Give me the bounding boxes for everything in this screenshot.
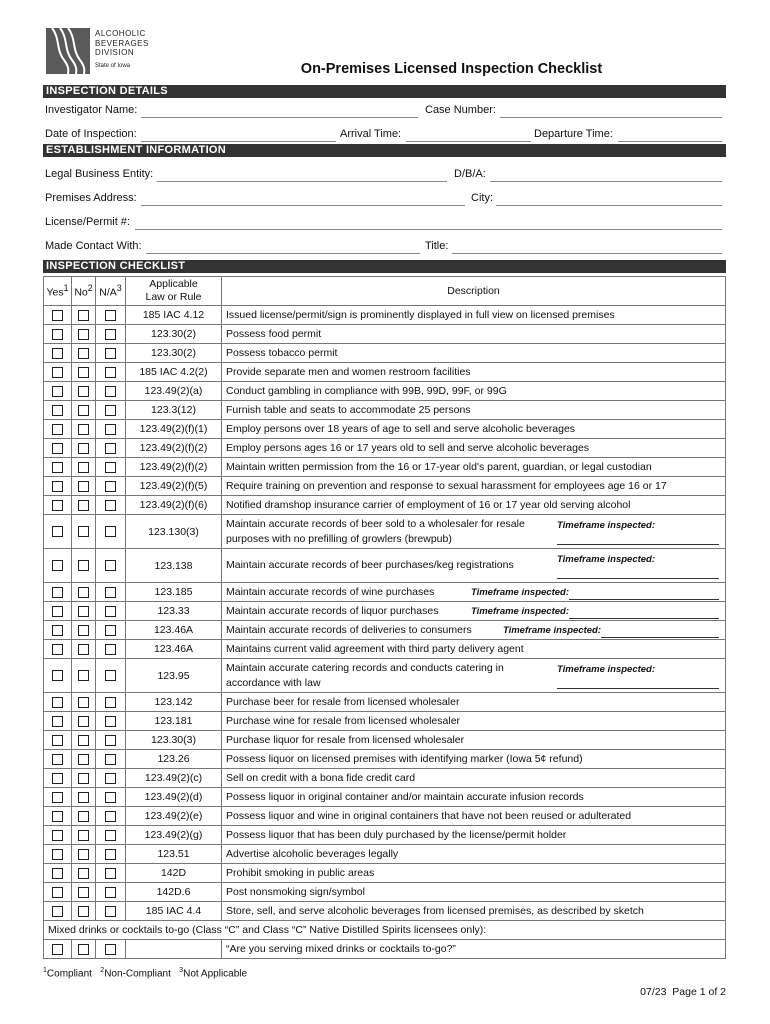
no-checkbox[interactable] [72, 477, 96, 496]
na-checkbox[interactable] [96, 864, 126, 883]
checklist-row [44, 420, 726, 439]
na-checkbox[interactable] [96, 883, 126, 902]
checklist-row [44, 845, 726, 864]
no-checkbox[interactable] [72, 731, 96, 750]
page-number: 07/23 Page 1 of 2 [640, 986, 726, 998]
law-cell: 123.49(2)(c) [126, 769, 222, 788]
na-checkbox[interactable] [96, 306, 126, 325]
checklist-row [44, 640, 726, 659]
na-checkbox[interactable] [96, 477, 126, 496]
logo-state: State of Iowa [95, 63, 131, 69]
yes-checkbox[interactable] [44, 344, 72, 363]
description-text: Maintain accurate records of beer purchases/keg registrations [226, 559, 514, 571]
mixed-drinks-heading: Mixed drinks or cocktails to-go (Class “C” and Class “C” Native Distilled Spirits licensees only): [44, 921, 726, 940]
description-text: Maintain accurate records of wine purchases [226, 585, 435, 598]
checklist-row [44, 401, 726, 420]
checklist-row [44, 549, 726, 583]
law-cell: 123.49(2)(d) [126, 788, 222, 807]
no-checkbox[interactable] [72, 583, 96, 602]
yes-checkbox[interactable] [44, 477, 72, 496]
arrival-label: Arrival Time: [340, 128, 402, 140]
section-inspection-details: INSPECTION DETAILS [43, 85, 726, 98]
license-label: License/Permit #: [45, 216, 130, 228]
description-cell: Prohibit smoking in public areas [222, 864, 726, 883]
no-checkbox[interactable] [72, 306, 96, 325]
description-cell: Possess liquor and wine in original containers that have not been reused or adulterated [222, 807, 726, 826]
law-cell: 123.46A [126, 640, 222, 659]
no-checkbox[interactable] [72, 458, 96, 477]
no-checkbox[interactable] [72, 845, 96, 864]
na-checkbox[interactable] [96, 325, 126, 344]
description-cell: Provide separate men and women restroom facilities [222, 363, 726, 382]
yes-checkbox[interactable] [44, 515, 72, 549]
checklist-row [44, 496, 726, 515]
title-field[interactable] [452, 253, 722, 254]
yes-checkbox[interactable] [44, 693, 72, 712]
checklist-row [44, 363, 726, 382]
description-cell [222, 659, 726, 693]
description-cell: Notified dramshop insurance carrier of employment of 16 or 17 year old serving alcohol [222, 496, 726, 515]
description-cell: Maintain written permission from the 16 or 17-year old's parent, guardian, or legal custodian [222, 458, 726, 477]
checklist-row [44, 731, 726, 750]
yes-checkbox[interactable] [44, 769, 72, 788]
description-cell [222, 621, 726, 640]
no-checkbox[interactable] [72, 496, 96, 515]
law-cell: 123.49(2)(f)(6) [126, 496, 222, 515]
law-cell: 123.49(2)(f)(2) [126, 439, 222, 458]
na-checkbox[interactable] [96, 750, 126, 769]
description-cell: Employ persons ages 16 or 17 years old to sell and serve alcoholic beverages [222, 439, 726, 458]
no-checkbox[interactable] [72, 769, 96, 788]
description-cell: Post nonsmoking sign/symbol [222, 883, 726, 902]
yes-checkbox[interactable] [44, 621, 72, 640]
na-checkbox[interactable] [96, 515, 126, 549]
description-cell: Maintains current valid agreement with third party delivery agent [222, 640, 726, 659]
na-checkbox[interactable] [96, 420, 126, 439]
yes-checkbox[interactable] [44, 602, 72, 621]
mixed-law-cell [126, 940, 222, 959]
law-cell: 123.49(2)(e) [126, 807, 222, 826]
checklist-row [44, 826, 726, 845]
no-checkbox[interactable] [72, 826, 96, 845]
yes-checkbox[interactable] [44, 883, 72, 902]
na-checkbox[interactable] [96, 583, 126, 602]
yes-checkbox[interactable] [44, 363, 72, 382]
checklist-row [44, 439, 726, 458]
premises-field[interactable] [141, 205, 465, 206]
na-checkbox[interactable] [96, 496, 126, 515]
timeframe-label: Timeframe inspected: [557, 553, 656, 565]
mixed-na-checkbox[interactable] [96, 940, 126, 959]
yes-checkbox[interactable] [44, 439, 72, 458]
na-checkbox[interactable] [96, 693, 126, 712]
description-cell: Possess tobacco permit [222, 344, 726, 363]
law-cell: 123.30(2) [126, 325, 222, 344]
timeframe-field[interactable] [503, 623, 719, 638]
page-title: On-Premises Licensed Inspection Checklist [300, 61, 603, 77]
description-cell [222, 549, 726, 583]
law-cell: 123.138 [126, 549, 222, 583]
yes-checkbox[interactable] [44, 659, 72, 693]
no-checkbox[interactable] [72, 807, 96, 826]
law-cell: 123.130(3) [126, 515, 222, 549]
timeframe-field[interactable] [471, 585, 719, 600]
na-checkbox[interactable] [96, 640, 126, 659]
checklist-row [44, 477, 726, 496]
description-cell: Purchase wine for resale from licensed wholesaler [222, 712, 726, 731]
no-header: No$^2$ [72, 277, 96, 306]
no-checkbox[interactable] [72, 788, 96, 807]
description-cell: Employ persons over 18 years of age to sell and serve alcoholic beverages [222, 420, 726, 439]
description-cell [222, 515, 726, 549]
contact-label: Made Contact With: [45, 240, 142, 252]
yes-checkbox[interactable] [44, 549, 72, 583]
date-label: Date of Inspection: [45, 128, 137, 140]
investigator-field[interactable] [141, 117, 418, 118]
section-establishment: ESTABLISHMENT INFORMATION [43, 144, 726, 157]
law-cell: 123.46A [126, 621, 222, 640]
no-checkbox[interactable] [72, 363, 96, 382]
na-checkbox[interactable] [96, 845, 126, 864]
law-cell: 123.26 [126, 750, 222, 769]
description-text: Maintain accurate records of deliveries to consumers [226, 623, 472, 636]
na-checkbox[interactable] [96, 401, 126, 420]
date-field[interactable] [141, 141, 336, 142]
law-header: Applicable Law or Rule [126, 277, 222, 306]
checklist-row [44, 382, 726, 401]
yes-checkbox[interactable] [44, 306, 72, 325]
yes-checkbox[interactable] [44, 826, 72, 845]
description-cell: Conduct gambling in compliance with 99B, 99D, 99F, or 99G [222, 382, 726, 401]
checklist-row [44, 750, 726, 769]
dba-label: D/B/A: [454, 168, 486, 180]
no-checkbox[interactable] [72, 621, 96, 640]
no-checkbox[interactable] [72, 640, 96, 659]
yes-header: Yes$^1$ [44, 277, 72, 306]
no-checkbox[interactable] [72, 549, 96, 583]
logo-text: ALCOHOLIC BEVERAGES DIVISION [95, 29, 149, 57]
law-cell: 123.49(2)(f)(2) [126, 458, 222, 477]
na-checkbox[interactable] [96, 788, 126, 807]
no-checkbox[interactable] [72, 883, 96, 902]
description-cell: Possess liquor in original container and/or maintain accurate infusion records [222, 788, 726, 807]
timeframe-label: Timeframe inspected: [470, 605, 569, 617]
yes-checkbox[interactable] [44, 807, 72, 826]
timeframe-label: Timeframe inspected: [557, 519, 656, 531]
law-cell: 123.51 [126, 845, 222, 864]
na-checkbox[interactable] [96, 712, 126, 731]
law-cell: 123.49(2)(g) [126, 826, 222, 845]
yes-checkbox[interactable] [44, 401, 72, 420]
city-field[interactable] [496, 205, 722, 206]
law-cell: 142D.6 [126, 883, 222, 902]
na-checkbox[interactable] [96, 549, 126, 583]
law-cell: 123.185 [126, 583, 222, 602]
description-cell: Purchase beer for resale from licensed wholesaler [222, 693, 726, 712]
description-text: Maintain accurate records of beer sold to a wholesaler for resale purposes with no prefilling of growlers (brewpub) [226, 517, 525, 545]
law-cell: 185 IAC 4.2(2) [126, 363, 222, 382]
description-cell: Sell on credit with a bona fide credit card [222, 769, 726, 788]
description-text: Maintain accurate catering records and conducts catering in accordance with law [226, 661, 504, 689]
na-checkbox[interactable] [96, 659, 126, 693]
city-label: City: [471, 192, 493, 204]
no-checkbox[interactable] [72, 602, 96, 621]
na-checkbox[interactable] [96, 382, 126, 401]
departure-field[interactable] [618, 141, 722, 142]
law-cell: 123.30(3) [126, 731, 222, 750]
yes-checkbox[interactable] [44, 750, 72, 769]
checklist-row [44, 712, 726, 731]
checklist-row [44, 515, 726, 549]
law-cell: 185 IAC 4.4 [126, 902, 222, 921]
na-checkbox[interactable] [96, 826, 126, 845]
timeframe-field[interactable] [471, 604, 719, 619]
checklist-row [44, 902, 726, 921]
description-cell: Store, sell, and serve alcoholic beverages from licensed premises, as described by sketch [222, 902, 726, 921]
no-checkbox[interactable] [72, 659, 96, 693]
description-cell [222, 583, 726, 602]
dba-field[interactable] [490, 181, 722, 182]
law-cell: 185 IAC 4.12 [126, 306, 222, 325]
inspection-checklist-table [43, 276, 726, 959]
footnotes: $^1$Compliant $^2$Non-Compliant $^3$Not Applicable [43, 967, 248, 980]
yes-checkbox[interactable] [44, 496, 72, 515]
no-checkbox[interactable] [72, 750, 96, 769]
law-cell: 123.49(2)(a) [126, 382, 222, 401]
checklist-row [44, 621, 726, 640]
checklist-row [44, 344, 726, 363]
title-label: Title: [425, 240, 449, 252]
no-checkbox[interactable] [72, 439, 96, 458]
yes-checkbox[interactable] [44, 420, 72, 439]
description-cell: Advertise alcoholic beverages legally [222, 845, 726, 864]
law-cell: 123.95 [126, 659, 222, 693]
checklist-row [44, 659, 726, 693]
no-checkbox[interactable] [72, 712, 96, 731]
yes-checkbox[interactable] [44, 325, 72, 344]
na-checkbox[interactable] [96, 807, 126, 826]
yes-checkbox[interactable] [44, 712, 72, 731]
law-cell: 123.181 [126, 712, 222, 731]
law-cell: 123.142 [126, 693, 222, 712]
description-cell: Possess liquor on licensed premises with identifying marker (Iowa 5¢ refund) [222, 750, 726, 769]
description-text: Maintain accurate records of liquor purchases [226, 604, 439, 617]
mixed-yes-checkbox[interactable] [44, 940, 72, 959]
description-cell: Require training on prevention and response to sexual harassment for employees age 16 or 17 [222, 477, 726, 496]
description-cell: Purchase liquor for resale from licensed wholesaler [222, 731, 726, 750]
description-cell [222, 602, 726, 621]
mixed-no-checkbox[interactable] [72, 940, 96, 959]
section-checklist: INSPECTION CHECKLIST [43, 260, 726, 273]
timeframe-label: Timeframe inspected: [502, 624, 601, 636]
yes-checkbox[interactable] [44, 788, 72, 807]
yes-checkbox[interactable] [44, 583, 72, 602]
checklist-row [44, 864, 726, 883]
no-checkbox[interactable] [72, 693, 96, 712]
law-cell: 142D [126, 864, 222, 883]
investigator-label: Investigator Name: [45, 104, 138, 116]
checklist-row [44, 602, 726, 621]
law-cell: 123.30(2) [126, 344, 222, 363]
na-checkbox[interactable] [96, 458, 126, 477]
yes-checkbox[interactable] [44, 902, 72, 921]
checklist-row [44, 769, 726, 788]
mixed-question: “Are you serving mixed drinks or cocktails to-go?” [222, 940, 726, 959]
no-checkbox[interactable] [72, 902, 96, 921]
timeframe-field[interactable] [557, 663, 725, 689]
no-checkbox[interactable] [72, 401, 96, 420]
legal-entity-field[interactable] [157, 181, 447, 182]
checklist-row [44, 807, 726, 826]
checklist-row [44, 306, 726, 325]
timeframe-label: Timeframe inspected: [470, 586, 569, 598]
yes-checkbox[interactable] [44, 864, 72, 883]
checklist-row [44, 458, 726, 477]
description-cell: Furnish table and seats to accommodate 25 persons [222, 401, 726, 420]
na-checkbox[interactable] [96, 363, 126, 382]
no-checkbox[interactable] [72, 325, 96, 344]
na-checkbox[interactable] [96, 769, 126, 788]
yes-checkbox[interactable] [44, 845, 72, 864]
checklist-row [44, 788, 726, 807]
law-cell: 123.3(12) [126, 401, 222, 420]
na-checkbox[interactable] [96, 731, 126, 750]
description-cell: Possess food permit [222, 325, 726, 344]
timeframe-label: Timeframe inspected: [557, 663, 656, 675]
yes-checkbox[interactable] [44, 731, 72, 750]
law-cell: 123.49(2)(f)(1) [126, 420, 222, 439]
na-checkbox[interactable] [96, 621, 126, 640]
na-header: $N/A^3$ [96, 277, 126, 306]
na-checkbox[interactable] [96, 439, 126, 458]
no-checkbox[interactable] [72, 344, 96, 363]
case-number-label: Case Number: [425, 104, 496, 116]
description-cell: Possess liquor that has been duly purchased by the license/permit holder [222, 826, 726, 845]
checklist-row [44, 883, 726, 902]
na-checkbox[interactable] [96, 344, 126, 363]
arrival-field[interactable] [406, 141, 531, 142]
no-checkbox[interactable] [72, 382, 96, 401]
departure-label: Departure Time: [534, 128, 613, 140]
license-field[interactable] [135, 229, 722, 230]
description-header: Description [222, 277, 726, 306]
yes-checkbox[interactable] [44, 640, 72, 659]
contact-field[interactable] [146, 253, 420, 254]
no-checkbox[interactable] [72, 515, 96, 549]
premises-label: Premises Address: [45, 192, 137, 204]
law-cell: 123.49(2)(f)(5) [126, 477, 222, 496]
yes-checkbox[interactable] [44, 382, 72, 401]
na-checkbox[interactable] [96, 902, 126, 921]
law-cell: 123.33 [126, 602, 222, 621]
timeframe-field[interactable] [557, 519, 725, 545]
checklist-row [44, 583, 726, 602]
no-checkbox[interactable] [72, 864, 96, 883]
yes-checkbox[interactable] [44, 458, 72, 477]
checklist-row [44, 325, 726, 344]
description-cell: Issued license/permit/sign is prominently displayed in full view on licensed premises [222, 306, 726, 325]
case-number-field[interactable] [500, 117, 722, 118]
timeframe-field[interactable] [557, 553, 725, 579]
na-checkbox[interactable] [96, 602, 126, 621]
legal-entity-label: Legal Business Entity: [45, 168, 154, 180]
no-checkbox[interactable] [72, 420, 96, 439]
checklist-row [44, 693, 726, 712]
